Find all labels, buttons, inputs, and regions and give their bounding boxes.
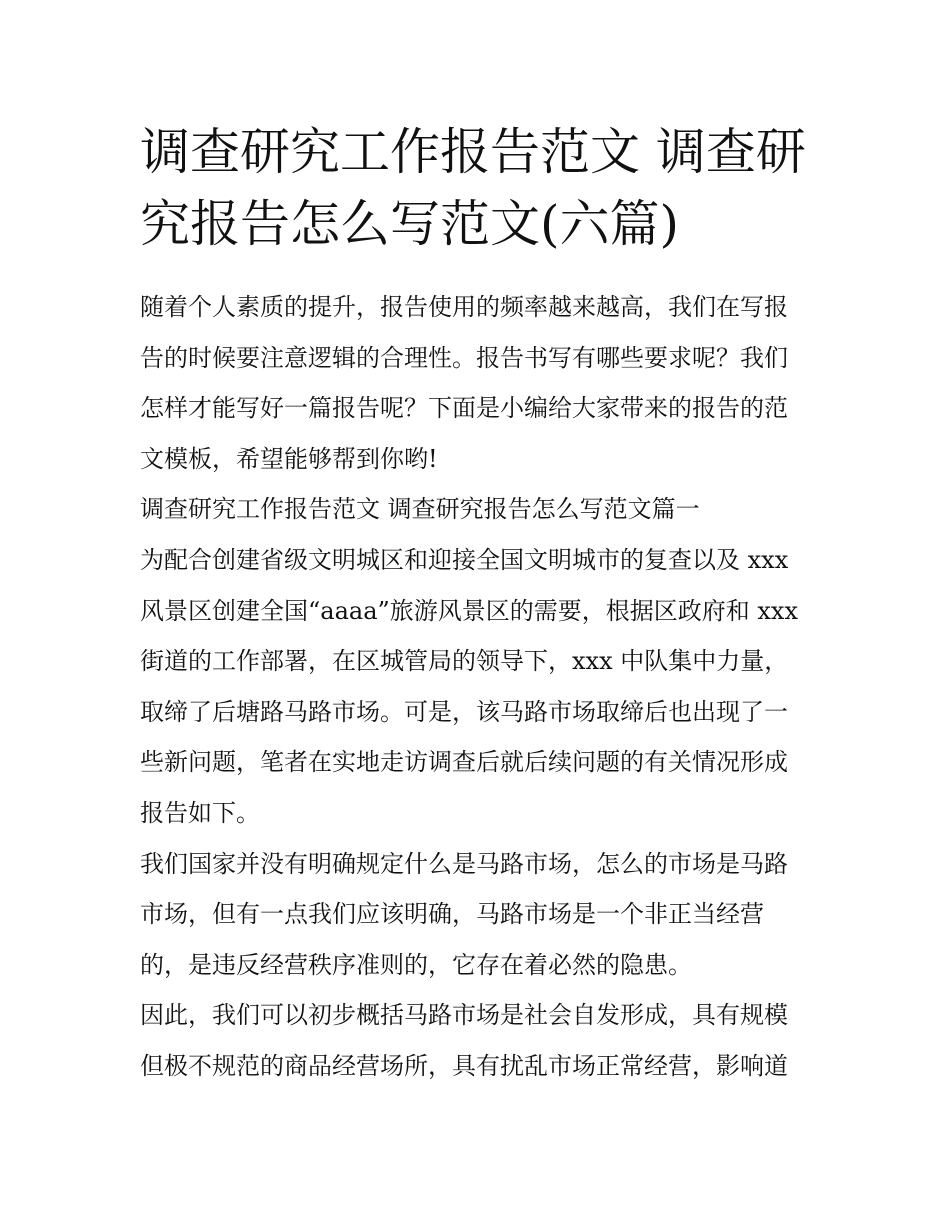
body-line: 街道的工作部署，在区城管局的领导下，xxx 中队集中力量，	[140, 647, 789, 676]
body-line: 风景区创建全国“aaaa”旅游风景区的需要，根据区政府和 xxx	[140, 596, 799, 625]
body-line: 告的时候要注意逻辑的合理性。报告书写有哪些要求呢？我们	[140, 343, 788, 372]
body-line: 些新问题，笔者在实地走访调查后就后续问题的有关情况形成	[140, 748, 788, 777]
body-line: 报告如下。	[140, 798, 260, 827]
body-line: 市场，但有一点我们应该明确，马路市场是一个非正当经营	[140, 900, 764, 929]
document-body	[140, 282, 830, 1092]
body-line: 文模板，希望能够帮到你哟!	[140, 444, 438, 473]
title-line: 调查研究工作报告范文 调查研	[140, 123, 806, 181]
body-line: 我们国家并没有明确规定什么是马路市场，怎么的市场是马路	[140, 849, 788, 878]
body-line: 随着个人素质的提升，报告使用的频率越来越高，我们在写报	[140, 293, 788, 321]
section-heading: 调查研究工作报告范文 调查研究报告怎么写范文篇一	[140, 495, 700, 524]
body-line: 因此，我们可以初步概括马路市场是社会自发形成，具有规模	[140, 1001, 788, 1030]
body-line: 的，是违反经营秩序准则的，它存在着必然的隐患。	[140, 950, 692, 979]
body-line: 怎样才能写好一篇报告呢？下面是小编给大家带来的报告的范	[140, 394, 788, 423]
body-line: 但极不规范的商品经营场所，具有扰乱市场正常经营，影响道	[140, 1051, 788, 1080]
title-line: 究报告怎么写范文(六篇)	[140, 195, 680, 253]
document-title	[140, 116, 820, 260]
body-line: 取缔了后塘路马路市场。可是，该马路市场取缔后也出现了一	[140, 697, 788, 726]
body-line: 为配合创建省级文明城区和迎接全国文明城市的复查以及 xxx	[140, 545, 789, 574]
